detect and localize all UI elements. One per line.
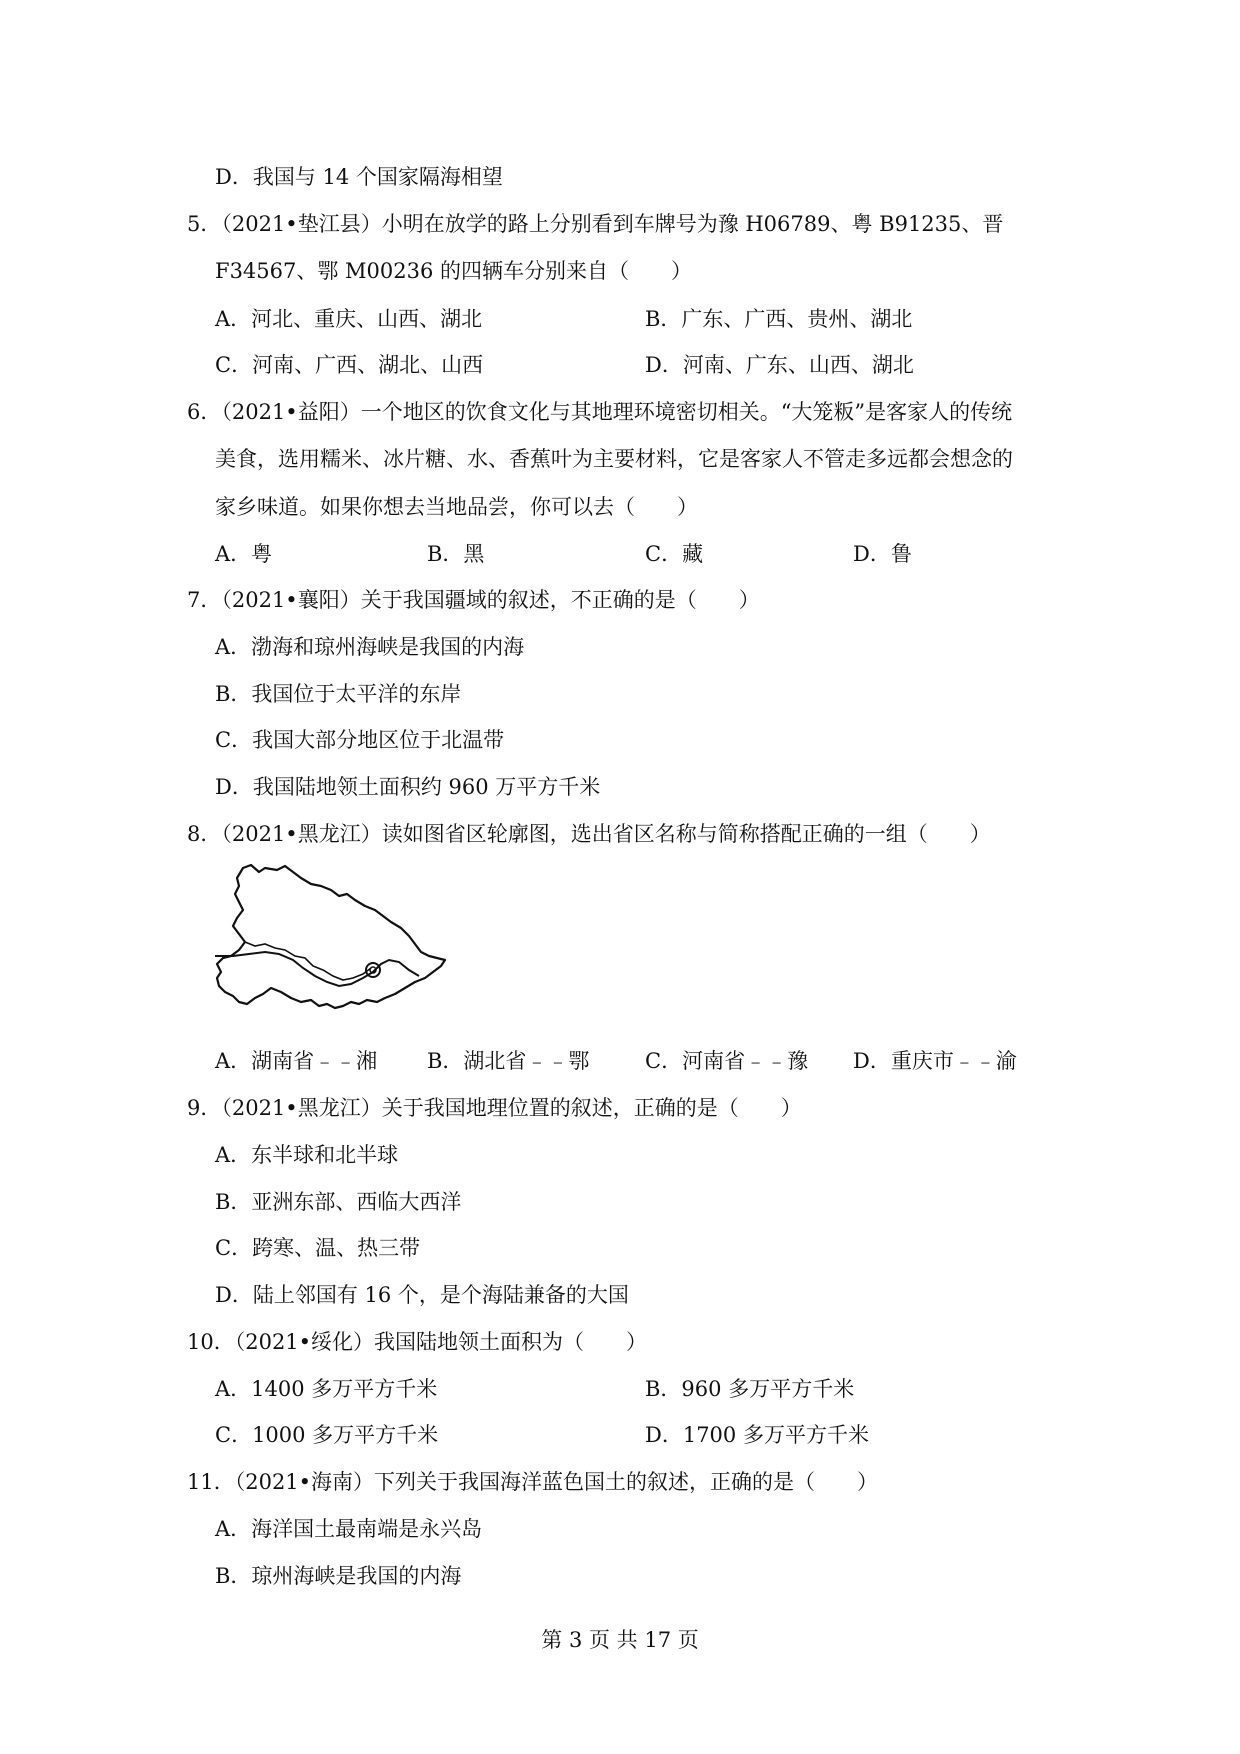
q6-stem-line3: 家乡味道。如果你想去当地品尝，你可以去（ ） xyxy=(215,495,698,519)
q7-option-b: B．我国位于太平洋的东岸 xyxy=(215,682,462,706)
q5-stem-line1: 5．（2021•垫江县）小明在放学的路上分别看到车牌号为豫 H06789、粤 B91235、晋 xyxy=(187,212,1004,236)
q6-option-a: A．粤 xyxy=(215,542,273,566)
q10-option-d: D．1700 多万平方千米 xyxy=(645,1423,869,1447)
q9-option-a: A．东半球和北半球 xyxy=(215,1143,399,1167)
q9-option-b: B．亚洲东部、西临大西洋 xyxy=(215,1190,462,1214)
q4-option-d: D．我国与 14 个国家隔海相望 xyxy=(215,165,503,189)
q7-option-c: C．我国大部分地区位于北温带 xyxy=(215,728,505,752)
inner-outline xyxy=(245,942,371,980)
q5-option-d: D．河南、广东、山西、湖北 xyxy=(645,353,914,377)
q5-option-b: B．广东、广西、贵州、湖北 xyxy=(645,307,913,331)
q6-option-b: B．黑 xyxy=(427,542,485,566)
q5-option-c: C．河南、广西、湖北、山西 xyxy=(215,353,484,377)
q11-option-a: A．海洋国土最南端是永兴岛 xyxy=(215,1517,483,1541)
q6-stem-line1: 6．（2021•益阳）一个地区的饮食文化与其地理环境密切相关。“大笼粄”是客家人的传统 xyxy=(187,400,1013,424)
q10-option-a: A．1400 多万平方千米 xyxy=(215,1377,438,1401)
q11-stem: 11．（2021•海南）下列关于我国海洋蓝色国土的叙述，正确的是（ ） xyxy=(187,1470,879,1494)
q8-option-b: B．湖北省﹣﹣鄂 xyxy=(427,1049,590,1073)
q8-stem: 8．（2021•黑龙江）读如图省区轮廓图，选出省区名称与简称搭配正确的一组（ ） xyxy=(187,822,991,846)
q7-option-a: A．渤海和琼州海峡是我国的内海 xyxy=(215,635,525,659)
q5-option-a: A．河北、重庆、山西、湖北 xyxy=(215,307,483,331)
q11-option-b: B．琼州海峡是我国的内海 xyxy=(215,1564,462,1588)
q6-stem-line2: 美食，选用糯米、冰片糖、水、香蕉叶为主要材料，它是客家人不管走多远都会想念的 xyxy=(215,447,1013,471)
province-outline-map xyxy=(215,860,455,1010)
q8-option-c: C．河南省﹣﹣豫 xyxy=(645,1049,809,1073)
q7-stem: 7．（2021•襄阳）关于我国疆域的叙述，不正确的是（ ） xyxy=(187,588,760,612)
q10-option-c: C．1000 多万平方千米 xyxy=(215,1423,439,1447)
q10-option-b: B．960 多万平方千米 xyxy=(645,1377,855,1401)
q10-stem: 10．（2021•绥化）我国陆地领土面积为（ ） xyxy=(187,1330,648,1354)
q8-option-d: D．重庆市﹣﹣渝 xyxy=(853,1049,1017,1073)
q8-option-a: A．湖南省﹣﹣湘 xyxy=(215,1049,378,1073)
q9-option-c: C．跨寒、温、热三带 xyxy=(215,1236,421,1260)
q9-stem: 9．（2021•黑龙江）关于我国地理位置的叙述，正确的是（ ） xyxy=(187,1096,802,1120)
q7-option-d: D．我国陆地领土面积约 960 万平方千米 xyxy=(215,775,601,799)
q9-option-d: D．陆上邻国有 16 个，是个海陆兼备的大国 xyxy=(215,1283,629,1307)
page-footer: 第 3 页 共 17 页 xyxy=(541,1628,699,1652)
province-outline xyxy=(217,865,445,1008)
q6-option-c: C．藏 xyxy=(645,542,704,566)
q5-stem-line2: F34567、鄂 M00236 的四辆车分别来自（ ） xyxy=(215,259,693,283)
q6-option-d: D．鲁 xyxy=(853,542,912,566)
river-line xyxy=(215,952,419,986)
